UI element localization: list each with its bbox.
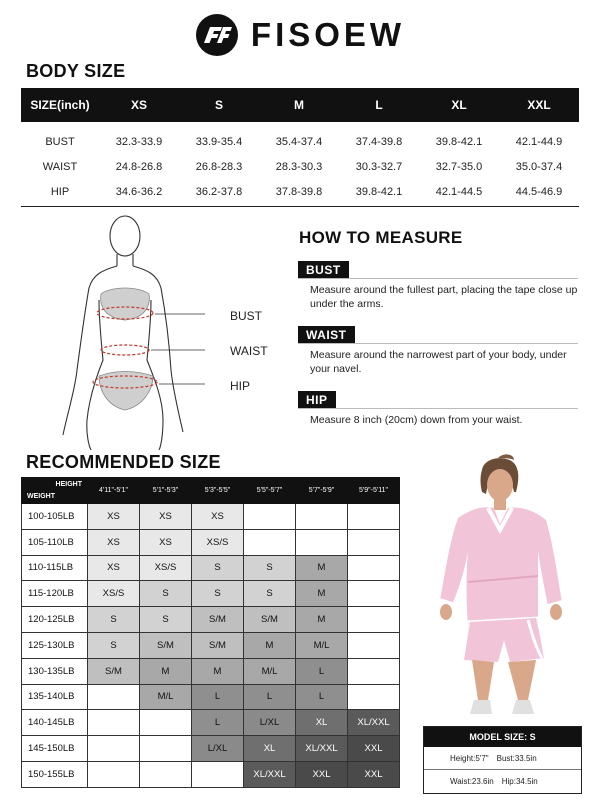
size-row-label: WAIST <box>42 160 78 173</box>
weight-label: WEIGHT <box>27 493 55 500</box>
size-recommendation-cell <box>348 632 400 658</box>
size-cell: 30.3-32.7 <box>355 160 403 173</box>
bust-tag: BUST <box>298 261 349 279</box>
size-cell: 32.7-35.0 <box>435 160 483 173</box>
height-col: 5'1"-5'3" <box>140 478 192 504</box>
size-recommendation-cell: XL <box>244 736 296 762</box>
size-recommendation-cell: M/L <box>244 658 296 684</box>
weight-cell: 125-130LB <box>22 632 88 658</box>
recommended-row <box>22 504 400 530</box>
size-recommendation-cell: M/L <box>296 632 348 658</box>
size-cell: 39.8-42.1 <box>355 185 403 198</box>
height-col: 5'9"-5'11" <box>348 478 400 504</box>
size-recommendation-cell: L/XL <box>244 710 296 736</box>
size-recommendation-cell: S <box>140 581 192 607</box>
waist-tag: WAIST <box>298 326 355 344</box>
size-recommendation-cell: L <box>244 684 296 710</box>
model-hip: Hip:34.5in <box>501 777 538 786</box>
size-recommendation-cell: XS <box>140 529 192 555</box>
recommended-row <box>22 684 400 710</box>
waist-measure-line <box>101 345 149 355</box>
size-cell: 32.3-33.9 <box>115 135 163 148</box>
model-height: Height:5'7" <box>450 753 489 763</box>
size-recommendation-cell: XS/S <box>140 555 192 581</box>
weight-cell: 120-125LB <box>22 607 88 633</box>
model-photo <box>428 452 578 720</box>
weight-cell: 100-105LB <box>22 504 88 530</box>
recommended-row <box>22 710 400 736</box>
size-recommendation-cell: XS <box>192 504 244 530</box>
size-recommendation-cell <box>140 736 192 762</box>
size-row-hip <box>21 179 579 204</box>
recommended-row <box>22 529 400 555</box>
size-header-s: S <box>214 98 223 112</box>
size-recommendation-cell <box>348 555 400 581</box>
size-row-bust <box>21 129 579 154</box>
size-recommendation-cell: S/M <box>88 658 140 684</box>
size-header-xxl: XXL <box>527 98 551 112</box>
size-recommendation-cell: S/M <box>244 607 296 633</box>
size-recommendation-cell <box>348 504 400 530</box>
size-cell: 28.3-30.3 <box>275 160 323 173</box>
size-header-m: M <box>294 98 304 112</box>
size-recommendation-cell: XXL <box>348 736 400 762</box>
size-recommendation-cell <box>88 736 140 762</box>
size-cell: 39.8-42.1 <box>435 135 483 148</box>
size-recommendation-cell <box>348 607 400 633</box>
bust-description: Measure around the fullest part, placing the tape close up under the arms. <box>310 284 578 310</box>
size-cell: 42.1-44.9 <box>515 135 563 148</box>
body-size-title: BODY SIZE <box>26 61 126 81</box>
how-to-measure-title: HOW TO MEASURE <box>299 228 463 247</box>
model-bust: Bust:33.5in <box>496 753 537 763</box>
size-header-label: SIZE(inch) <box>30 98 90 112</box>
size-recommendation-cell: S <box>244 555 296 581</box>
recommended-size-title: RECOMMENDED SIZE <box>26 452 221 472</box>
size-recommendation-cell <box>348 684 400 710</box>
recommended-row <box>22 607 400 633</box>
size-cell: 33.9-35.4 <box>195 135 243 148</box>
size-recommendation-cell: XXL <box>296 761 348 787</box>
size-cell: 34.6-36.2 <box>115 185 163 198</box>
size-recommendation-cell <box>348 529 400 555</box>
bust-tag-line <box>298 278 578 279</box>
size-recommendation-cell <box>88 761 140 787</box>
size-cell: 24.8-26.8 <box>115 160 163 173</box>
section-divider <box>21 206 579 207</box>
size-cell: 37.4-39.8 <box>355 135 403 148</box>
size-recommendation-cell: M <box>244 632 296 658</box>
recommended-row <box>22 658 400 684</box>
size-recommendation-cell: XL/XXL <box>296 736 348 762</box>
size-recommendation-cell: XL/XXL <box>244 761 296 787</box>
hip-description: Measure 8 inch (20cm) down from your waist. <box>310 414 523 426</box>
size-recommendation-cell: M <box>296 607 348 633</box>
waist-tag-line <box>298 343 578 344</box>
size-recommendation-cell: S <box>88 632 140 658</box>
bra-shape <box>101 288 150 320</box>
model-size-box <box>423 726 582 794</box>
recommended-row <box>22 632 400 658</box>
size-recommendation-cell <box>192 761 244 787</box>
size-recommendation-cell: L <box>296 684 348 710</box>
recommended-header-row <box>22 478 400 504</box>
size-recommendation-cell: L <box>192 710 244 736</box>
size-cell: 37.8-39.8 <box>275 185 323 198</box>
weight-cell: 115-120LB <box>22 581 88 607</box>
hip-tag: HIP <box>298 391 336 409</box>
size-header-xl: XL <box>451 98 467 112</box>
weight-cell: 105-110LB <box>22 529 88 555</box>
size-recommendation-cell <box>140 761 192 787</box>
size-recommendation-cell: XS <box>140 504 192 530</box>
size-recommendation-cell: M <box>296 581 348 607</box>
size-row-label: HIP <box>50 185 70 198</box>
size-recommendation-cell <box>348 581 400 607</box>
size-cell: 42.1-44.5 <box>435 185 483 198</box>
height-col: 5'5"-5'7" <box>244 478 296 504</box>
height-col: 4'11"-5'1" <box>88 478 140 504</box>
size-recommendation-cell: XS/S <box>192 529 244 555</box>
size-recommendation-cell: XS/S <box>88 581 140 607</box>
recommended-row <box>22 761 400 787</box>
size-recommendation-cell <box>244 529 296 555</box>
size-cell: 36.2-37.8 <box>195 185 243 198</box>
brand-name: FISOEW <box>250 16 406 53</box>
size-cell: 35.4-37.4 <box>275 135 323 148</box>
height-label: HEIGHT <box>55 481 82 488</box>
size-header-l: L <box>375 98 383 112</box>
weight-cell: 150-155LB <box>22 761 88 787</box>
size-recommendation-cell <box>244 504 296 530</box>
recommended-row <box>22 555 400 581</box>
size-table-body <box>21 129 579 204</box>
size-header-xs: XS <box>130 98 147 112</box>
height-weight-corner <box>22 478 88 504</box>
size-cell: 44.5-46.9 <box>515 185 563 198</box>
weight-cell: 130-135LB <box>22 658 88 684</box>
fisoew-logo-icon <box>195 13 239 57</box>
size-recommendation-cell: S <box>244 581 296 607</box>
body-figure-illustration <box>55 210 205 450</box>
figure-label-waist: WAIST <box>230 344 268 358</box>
size-recommendation-cell <box>296 504 348 530</box>
size-recommendation-cell <box>88 684 140 710</box>
size-cell: 26.8-28.3 <box>195 160 243 173</box>
size-recommendation-cell: XS <box>88 529 140 555</box>
size-recommendation-cell <box>140 710 192 736</box>
size-recommendation-cell <box>88 710 140 736</box>
weight-cell: 140-145LB <box>22 710 88 736</box>
size-recommendation-cell: XS <box>88 555 140 581</box>
size-recommendation-cell: M/L <box>140 684 192 710</box>
figure-label-hip: HIP <box>230 379 251 393</box>
recommended-row <box>22 581 400 607</box>
weight-cell: 135-140LB <box>22 684 88 710</box>
size-table-header <box>21 88 579 122</box>
size-row-waist <box>21 154 579 179</box>
size-recommendation-cell: L/XL <box>192 736 244 762</box>
model-size-row <box>424 770 581 793</box>
size-recommendation-cell: XS <box>88 504 140 530</box>
size-recommendation-cell: S/M <box>192 632 244 658</box>
waist-description: Measure around the narrowest part of your body, under your navel. <box>310 349 567 375</box>
size-recommendation-cell: XXL <box>348 761 400 787</box>
model-size-row <box>424 747 581 770</box>
brand-header <box>0 10 600 60</box>
model-waist: Waist:23.6in <box>450 777 494 786</box>
size-recommendation-cell: XL <box>296 710 348 736</box>
size-recommendation-cell: M <box>296 555 348 581</box>
recommended-row <box>22 736 400 762</box>
size-recommendation-cell: XL/XXL <box>348 710 400 736</box>
weight-cell: 110-115LB <box>22 555 88 581</box>
size-recommendation-cell: L <box>296 658 348 684</box>
height-col: 5'7"-5'9" <box>296 478 348 504</box>
model-size-title: MODEL SIZE: S <box>424 727 581 747</box>
size-recommendation-cell: S/M <box>140 632 192 658</box>
size-recommendation-cell: S/M <box>192 607 244 633</box>
size-recommendation-cell: S <box>88 607 140 633</box>
recommended-size-table <box>21 477 400 788</box>
hip-tag-line <box>298 408 578 409</box>
size-recommendation-cell: M <box>140 658 192 684</box>
weight-cell: 145-150LB <box>22 736 88 762</box>
size-recommendation-cell: S <box>192 555 244 581</box>
size-recommendation-cell <box>296 529 348 555</box>
size-recommendation-cell: M <box>192 658 244 684</box>
figure-label-bust: BUST <box>230 309 263 323</box>
size-recommendation-cell <box>348 658 400 684</box>
size-recommendation-cell: S <box>192 581 244 607</box>
size-cell: 35.0-37.4 <box>515 160 563 173</box>
height-col: 5'3"-5'5" <box>192 478 244 504</box>
size-row-label: BUST <box>45 135 75 148</box>
size-recommendation-cell: L <box>192 684 244 710</box>
size-recommendation-cell: S <box>140 607 192 633</box>
